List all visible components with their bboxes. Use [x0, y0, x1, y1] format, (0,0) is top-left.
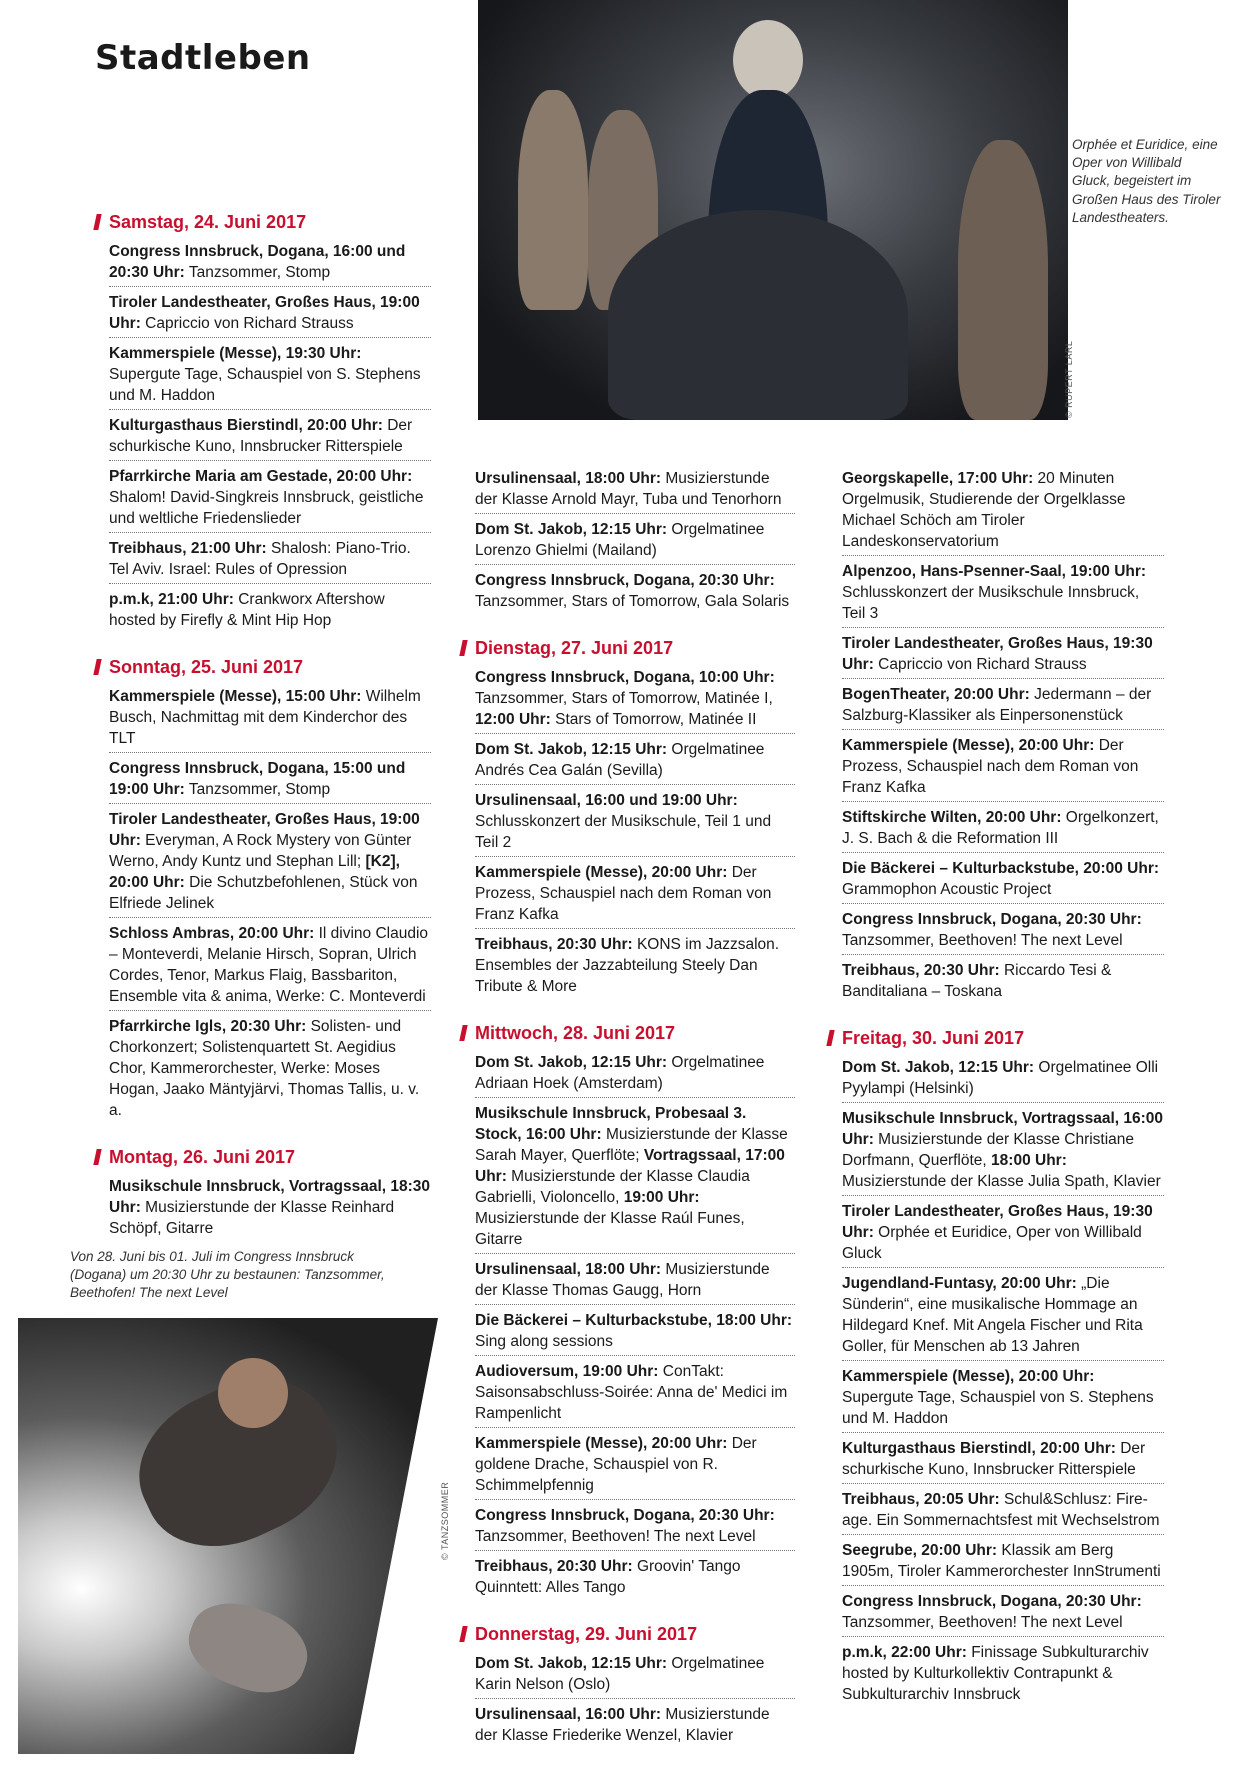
event-venue-time: Alpenzoo, Hans-Psenner-Saal, 19:00 Uhr: [842, 563, 1147, 580]
event-description: Capriccio von Richard Strauss [140, 315, 354, 332]
event-venue-time: Dom St. Jakob, 12:15 Uhr: [475, 521, 668, 538]
day-heading: Dienstag, 27. Juni 2017 [461, 637, 795, 659]
column-right [842, 466, 1164, 1730]
event-description: Orphée et Euridice, Oper von Willibald Gluck [842, 1224, 1142, 1262]
day-heading: Sonntag, 25. Juni 2017 [95, 656, 431, 678]
event-description: Sing along sessions [475, 1333, 613, 1350]
event-venue-time: Treibhaus, 21:00 Uhr: [109, 540, 267, 557]
event-venue-time: Musikschule Innsbruck, Vortragssaal, 16:00 Uhr: [842, 1110, 1164, 1148]
event-entry [109, 807, 431, 918]
event-venue-time: Congress Innsbruck, Dogana, 20:30 Uhr: [842, 911, 1142, 928]
event-entry [475, 1503, 795, 1551]
event-entry [475, 1101, 795, 1254]
event-entry [842, 682, 1164, 730]
event-venue-time: Pfarrkirche Igls, 20:30 Uhr: [109, 1018, 307, 1035]
event-venue-time: Vortragssaal, 17:00 Uhr: [475, 1147, 785, 1185]
event-venue-time: Dom St. Jakob, 12:15 Uhr: [475, 741, 668, 758]
event-description: Der goldene Drache, Schauspiel von R. Schimmelpfennig [475, 1435, 757, 1494]
day-heading: Freitag, 30. Juni 2017 [828, 1027, 1164, 1049]
event-description: Musizierstunde der Klasse Friederike Wenzel, Klavier [475, 1706, 770, 1744]
event-venue-time: Musikschule Innsbruck, Probesaal 3. Stock, 16:00 Uhr: [475, 1105, 747, 1143]
event-description: Musizierstunde der Klasse Arnold Mayr, Tuba und Tenorhorn [475, 470, 782, 508]
event-entry [475, 788, 795, 857]
event-entry [109, 684, 431, 753]
event-venue-time: Ursulinensaal, 16:00 und 19:00 Uhr: [475, 792, 738, 809]
event-venue-time: Musikschule Innsbruck, Vortragssaal, 18:30 Uhr: [109, 1178, 431, 1216]
event-description: Groovin' Tango Quinntett: Alles Tango [475, 1558, 741, 1596]
event-entry [842, 1199, 1164, 1268]
event-venue-time: Congress Innsbruck, Dogana, 20:30 Uhr: [475, 572, 775, 589]
event-venue-time: Ursulinensaal, 18:00 Uhr: [475, 1261, 662, 1278]
event-description: Orgelmatinee Adriaan Hoek (Amsterdam) [475, 1054, 765, 1092]
event-description: Der schurkische Kuno, Innsbrucker Ritterspiele [109, 417, 413, 455]
event-description: Musizierstunde der Klasse Reinhard Schöpf, Gitarre [109, 1199, 395, 1237]
event-description: Shalosh: Piano-Trio. Tel Aviv. Israel: Rules of Opression [109, 540, 411, 578]
event-description: Der Prozess, Schauspiel nach dem Roman von Franz Kafka [842, 737, 1139, 796]
event-entry [475, 517, 795, 565]
event-venue-time: Ursulinensaal, 18:00 Uhr: [475, 470, 662, 487]
event-description: Orgelmatinee Lorenzo Ghielmi (Mailand) [475, 521, 765, 559]
event-entry [109, 587, 431, 634]
event-description: Solisten- und Chorkonzert; Solistenquartett St. Aegidius Chor, Kammerorchester, Werke: Moses Hogan, Jaako Mäntyjärvi, Thomas Tallis, u. v. a. [109, 1018, 420, 1119]
event-venue-time: Tiroler Landestheater, Großes Haus, 19:00 Uhr: [109, 294, 420, 332]
event-entry [109, 756, 431, 804]
event-entry [842, 1487, 1164, 1535]
event-venue-time: Treibhaus, 20:30 Uhr: [842, 962, 1000, 979]
event-venue-time: Congress Innsbruck, Dogana, 20:30 Uhr: [475, 1507, 775, 1524]
event-venue-time: Tiroler Landestheater, Großes Haus, 19:30 Uhr: [842, 1203, 1153, 1241]
event-description: „Die Sünderin“, eine musikalische Hommage an Hildegard Knef. Mit Angela Fischer und Rita Goller, für Menschen ab 13 Jahren [842, 1275, 1143, 1355]
event-entry [109, 341, 431, 410]
event-venue-time: Congress Innsbruck, Dogana, 10:00 Uhr: [475, 669, 775, 686]
event-description: ConTakt: Saisonsabschluss-Soirée: Anna de' Medici im Rampenlicht [475, 1363, 788, 1422]
event-entry [842, 907, 1164, 955]
event-venue-time: Audioversum, 19:00 Uhr: [475, 1363, 659, 1380]
event-venue-time: Kulturgasthaus Bierstindl, 20:00 Uhr: [842, 1440, 1116, 1457]
event-entry [475, 1702, 795, 1749]
event-description: Schlusskonzert der Musikschule, Teil 1 und Teil 2 [475, 813, 772, 851]
day-heading: Montag, 26. Juni 2017 [95, 1146, 431, 1168]
event-description: Der schurkische Kuno, Innsbrucker Ritterspiele [842, 1440, 1146, 1478]
event-venue-time: p.m.k, 22:00 Uhr: [842, 1644, 967, 1661]
event-description: Orgelkonzert, J. S. Bach & die Reformation III [842, 809, 1159, 847]
day-group [475, 1022, 795, 1601]
event-entry [109, 1014, 431, 1124]
event-venue-time: 12:00 Uhr: [475, 711, 551, 728]
event-venue-time: p.m.k, 21:00 Uhr: [109, 591, 234, 608]
event-description: Orgelmatinee Karin Nelson (Oslo) [475, 1655, 765, 1693]
event-description: 20 Minuten Orgelmusik, Studierende der Orgelklasse Michael Schöch am Tiroler Landeskonservatorium [842, 470, 1126, 550]
event-description: KONS im Jazzsalon. Ensembles der Jazzabteilung Steely Dan Tribute & More [475, 936, 780, 995]
event-entry [842, 958, 1164, 1005]
event-entry [842, 1589, 1164, 1637]
event-entry [842, 1364, 1164, 1433]
event-venue-time: 19:00 Uhr: [623, 1189, 700, 1206]
day-group [475, 466, 795, 615]
event-description: Tanzsommer, Stars of Tomorrow, Matinée I, [475, 690, 773, 707]
event-venue-time: Ursulinensaal, 16:00 Uhr: [475, 1706, 662, 1723]
day-group [109, 656, 431, 1124]
event-venue-time: Treibhaus, 20:30 Uhr: [475, 1558, 633, 1575]
bottom-photo-caption: Von 28. Juni bis 01. Juli im Congress Innsbruck (Dogana) um 20:30 Uhr zu bestaunen: Tanzsommer, Beethofen! The next Level [70, 1249, 385, 1301]
event-entry [842, 559, 1164, 628]
event-entry [475, 932, 795, 1000]
event-venue-time: Stiftskirche Wilten, 20:00 Uhr: [842, 809, 1062, 826]
event-venue-time: Die Bäckerei – Kulturbackstube, 20:00 Uhr: [842, 860, 1160, 877]
event-description: Tanzsommer, Beethoven! The next Level [842, 932, 1123, 949]
event-venue-time: Kammerspiele (Messe), 19:30 Uhr: [109, 345, 362, 362]
top-photo-credit: © RUPERT LARL [1064, 340, 1074, 418]
event-description: Musizierstunde der Klasse Raúl Funes, Gitarre [475, 1210, 745, 1248]
event-description: Tanzsommer, Stomp [184, 781, 331, 798]
event-entry [842, 1055, 1164, 1103]
day-group [842, 1027, 1164, 1708]
event-entry [475, 1257, 795, 1305]
event-entry [109, 290, 431, 338]
event-description: Shalom! David-Singkreis Innsbruck, geistliche und weltliche Friedenslieder [109, 489, 424, 527]
event-venue-time: Congress Innsbruck, Dogana, 20:30 Uhr: [842, 1593, 1142, 1610]
event-description: Orgelmatinee Andrés Cea Galán (Sevilla) [475, 741, 765, 779]
event-venue-time: Kammerspiele (Messe), 20:00 Uhr: [475, 864, 728, 881]
column-middle [475, 466, 795, 1771]
day-group [475, 1623, 795, 1749]
opera-photo [478, 0, 1068, 420]
day-heading: Samstag, 24. Juni 2017 [95, 211, 431, 233]
event-description: Klassik am Berg 1905m, Tiroler Kammerorchester InnStrumenti [842, 1542, 1161, 1580]
event-entry [475, 1431, 795, 1500]
event-venue-time: Congress Innsbruck, Dogana, 16:00 und 20:30 Uhr: [109, 243, 406, 281]
event-venue-time: Seegrube, 20:00 Uhr: [842, 1542, 998, 1559]
event-venue-time: Treibhaus, 20:30 Uhr: [475, 936, 633, 953]
dance-photo [18, 1318, 438, 1754]
event-description: Finissage Subkulturarchiv hosted by Kulturkollektiv Contrapunkt & Subkulturarchiv Innsbruck [842, 1644, 1149, 1703]
day-group [109, 211, 431, 634]
event-venue-time: BogenTheater, 20:00 Uhr: [842, 686, 1030, 703]
event-entry [475, 1554, 795, 1601]
event-description: Il divino Claudio – Monteverdi, Melanie Hirsch, Sopran, Ulrich Cordes, Tenor, Markus Flaig, Bassbariton, Ensemble vita & anima, Werke: C. Monteverdi [109, 925, 429, 1005]
event-venue-time: Dom St. Jakob, 12:15 Uhr: [842, 1059, 1035, 1076]
event-entry [109, 921, 431, 1011]
event-description: Riccardo Tesi & Banditaliana – Toskana [842, 962, 1112, 1000]
event-description: Musizierstunde der Klasse Claudia Gabrielli, Violoncello, [475, 1168, 750, 1206]
event-entry [842, 805, 1164, 853]
event-entry [842, 733, 1164, 802]
event-venue-time: Kammerspiele (Messe), 20:00 Uhr: [475, 1435, 728, 1452]
event-description: Supergute Tage, Schauspiel von S. Stephens und M. Haddon [109, 366, 421, 404]
event-entry [475, 860, 795, 929]
event-entry [475, 466, 795, 514]
event-description: Die Schutzbefohlenen, Stück von Elfriede Jelinek [109, 874, 418, 912]
event-venue-time: Pfarrkirche Maria am Gestade, 20:00 Uhr: [109, 468, 413, 485]
event-description: Tanzsommer, Beethoven! The next Level [475, 1528, 756, 1545]
event-venue-time: Schloss Ambras, 20:00 Uhr: [109, 925, 315, 942]
event-description: Schul&Schlusz: Fire-age. Ein Sommernachtsfest mit Wechselstrom [842, 1491, 1160, 1529]
event-description: Supergute Tage, Schauspiel von S. Stephens und M. Haddon [842, 1389, 1154, 1427]
event-description: Orgelmatinee Olli Pyylampi (Helsinki) [842, 1059, 1159, 1097]
event-venue-time: Tiroler Landestheater, Großes Haus, 19:30 Uhr: [842, 635, 1153, 673]
event-description: Musizierstunde der Klasse Julia Spath, Klavier [842, 1173, 1161, 1190]
event-entry [475, 1359, 795, 1428]
event-entry [109, 464, 431, 533]
event-description: Tanzsommer, Stomp [184, 264, 331, 281]
event-entry [842, 466, 1164, 556]
column-left [109, 211, 431, 1264]
event-description: Musizierstunde der Klasse Christiane Dorfmann, Querflöte, [842, 1131, 1135, 1169]
day-group [475, 637, 795, 1000]
event-venue-time: Kammerspiele (Messe), 20:00 Uhr: [842, 737, 1095, 754]
event-venue-time: Jugendland-Funtasy, 20:00 Uhr: [842, 1275, 1077, 1292]
event-entry [475, 665, 795, 734]
event-venue-time: Kammerspiele (Messe), 15:00 Uhr: [109, 688, 362, 705]
event-venue-time: [K2], 20:00 Uhr: [109, 853, 400, 891]
event-description: Everyman, A Rock Mystery von Günter Werno, Andy Kuntz und Stephan Lill; [109, 832, 412, 870]
event-description: Capriccio von Richard Strauss [873, 656, 1087, 673]
event-venue-time: Dom St. Jakob, 12:15 Uhr: [475, 1054, 668, 1071]
event-description: Der Prozess, Schauspiel nach dem Roman von Franz Kafka [475, 864, 772, 923]
event-entry [109, 239, 431, 287]
event-entry [475, 1651, 795, 1699]
event-entry [842, 1538, 1164, 1586]
event-entry [475, 1050, 795, 1098]
event-entry [109, 413, 431, 461]
event-venue-time: Kulturgasthaus Bierstindl, 20:00 Uhr: [109, 417, 383, 434]
event-venue-time: Kammerspiele (Messe), 20:00 Uhr: [842, 1368, 1095, 1385]
event-entry [475, 1308, 795, 1356]
day-group [109, 1146, 431, 1242]
event-entry [842, 1436, 1164, 1484]
event-entry [842, 1271, 1164, 1361]
event-entry [842, 1640, 1164, 1708]
event-description: Grammophon Acoustic Project [842, 881, 1052, 898]
event-description: Wilhelm Busch, Nachmittag mit dem Kinderchor des TLT [109, 688, 421, 747]
event-description: Crankworx Aftershow hosted by Firefly & Mint Hip Hop [109, 591, 385, 629]
day-heading: Donnerstag, 29. Juni 2017 [461, 1623, 795, 1645]
event-venue-time: Die Bäckerei – Kulturbackstube, 18:00 Uhr: [475, 1312, 793, 1329]
event-description: Musizierstunde der Klasse Sarah Mayer, Querflöte; [475, 1126, 788, 1164]
event-entry [475, 568, 795, 615]
event-description: Schlusskonzert der Musikschule Innsbruck, Teil 3 [842, 584, 1140, 622]
event-description: Tanzsommer, Beethoven! The next Level [842, 1614, 1123, 1631]
event-entry [109, 536, 431, 584]
event-venue-time: Georgskapelle, 17:00 Uhr: [842, 470, 1034, 487]
day-group [842, 466, 1164, 1005]
top-photo-caption: Orphée et Euridice, eine Oper von Willibald Gluck, begeistert im Großen Haus des Tiroler Landestheaters. [1072, 137, 1221, 225]
event-description: Jedermann – der Salzburg-Klassiker als Einpersonenstück [842, 686, 1152, 724]
event-description: Tanzsommer, Stars of Tomorrow, Gala Solaris [475, 593, 790, 610]
event-description: Stars of Tomorrow, Matinée II [550, 711, 757, 728]
event-venue-time: Dom St. Jakob, 12:15 Uhr: [475, 1655, 668, 1672]
event-venue-time: Tiroler Landestheater, Großes Haus, 19:00 Uhr: [109, 811, 420, 849]
event-entry [842, 631, 1164, 679]
bottom-photo-credit: © TANZSOMMER [440, 1481, 450, 1560]
event-description: Musizierstunde der Klasse Thomas Gaugg, Horn [475, 1261, 770, 1299]
page-title: Stadtleben [95, 38, 311, 78]
event-entry [475, 737, 795, 785]
day-heading: Mittwoch, 28. Juni 2017 [461, 1022, 795, 1044]
event-entry [109, 1174, 431, 1242]
event-venue-time: Congress Innsbruck, Dogana, 15:00 und 19:00 Uhr: [109, 760, 406, 798]
event-venue-time: Treibhaus, 20:05 Uhr: [842, 1491, 1000, 1508]
event-entry [842, 1106, 1164, 1196]
event-entry [842, 856, 1164, 904]
event-venue-time: 18:00 Uhr: [991, 1152, 1067, 1169]
